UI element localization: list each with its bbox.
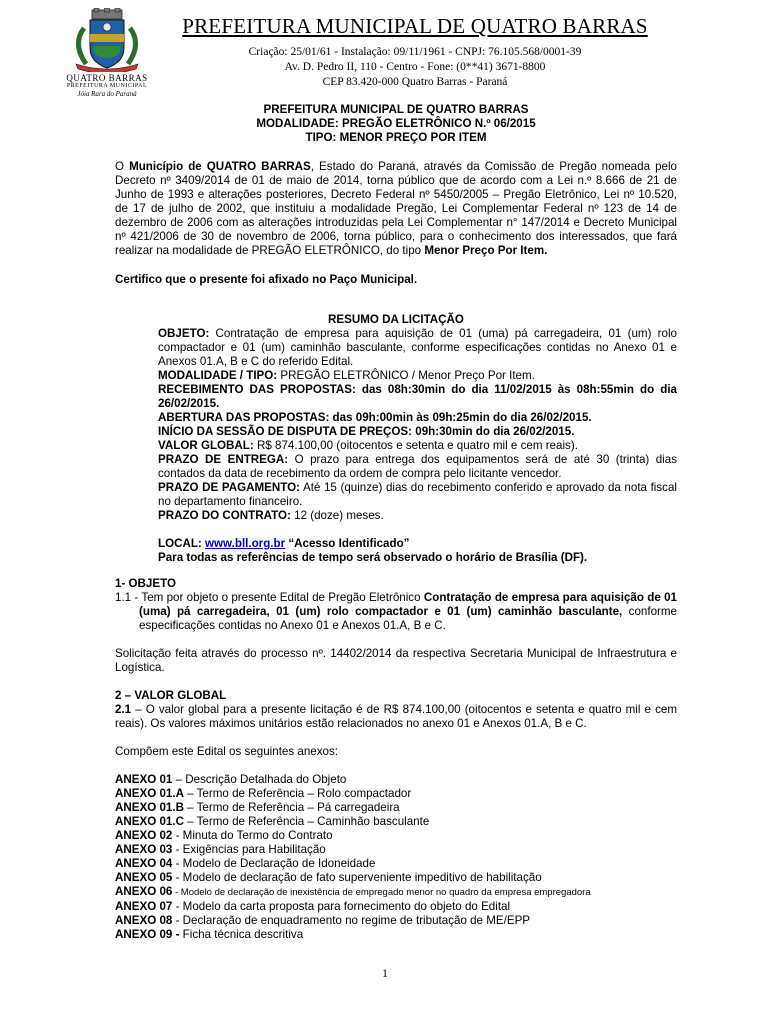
section-valor-global-paragraph: 2.1 – O valor global para a presente licitação é de R$ 874.100,00 (oitocentos e setenta e quatro mil e cem reais). Os valores máximos unitários estão relacionados no anexo 01 e Anexos 01.A, B e C. [115, 703, 677, 730]
list-item: ANEXO 05 - Modelo de declaração de fato superveniente impeditivo de habilitação [115, 871, 542, 884]
resumo-objeto: OBJETO: Contratação de empresa para aquisição de 01 (uma) pá carregadeira, 01 (um) rolo compactador e 01 (um) caminhão basculante, conforme especificações contidas no Anexo 01 e Anexos 01.A, B e C do referido Edital. [158, 327, 677, 368]
resumo-prazo-entrega: PRAZO DE ENTREGA: O prazo para entrega dos equipamentos será de até 30 (trinta) dias contados da data de recebimento da ordem de compra pelo licitante vencedor. [158, 453, 678, 480]
intro-text-start: O [115, 160, 130, 173]
solicitacao-paragraph: Solicitação feita através do processo nº. 14402/2014 da respectiva Secretaria Municipal de Infraestrutura e Logística. [115, 647, 677, 674]
resumo-inicio-disputa: INÍCIO DA SESSÃO DE DISPUTA DE PREÇOS: 09h:30min do dia 26/02/2015. [158, 425, 575, 438]
list-item: ANEXO 07 - Modelo da carta proposta para fornecimento do objeto do Edital [115, 900, 511, 913]
notice-title-prefeitura: PREFEITURA MUNICIPAL DE QUATRO BARRAS [263, 103, 529, 116]
letterhead-line-cep: CEP 83.420-000 Quatro Barras - Paraná [322, 76, 508, 88]
resumo-modalidade: MODALIDADE / TIPO: PREGÃO ELETRÔNICO / Menor Preço Por Item. [158, 369, 535, 382]
letterhead-line-address: Av. D. Pedro II, 110 - Centro - Fone: (0**41) 3671-8800 [284, 61, 546, 73]
list-item: ANEXO 01.A – Termo de Referência – Rolo compactador [115, 787, 412, 800]
bll-link[interactable]: www.bll.org.br [205, 537, 286, 550]
list-item: ANEXO 09 - Ficha técnica descritiva [115, 928, 304, 941]
municipal-crest [62, 8, 152, 100]
resumo-brasilia-note: Para todas as referências de tempo será observado o horário de Brasília (DF). [158, 551, 588, 564]
letterhead-title: PREFEITURA MUNICIPAL DE QUATRO BARRAS [182, 14, 648, 38]
intro-tipo: Menor Preço Por Item. [424, 244, 548, 257]
letterhead-line-creation: Criação: 25/01/61 - Instalação: 09/11/1961 - CNPJ: 76.105.568/0001-39 [248, 46, 582, 58]
section-valor-global-heading: 2 – VALOR GLOBAL [115, 689, 227, 702]
resumo-heading: RESUMO DA LICITAÇÃO [328, 313, 464, 326]
list-item: ANEXO 04 - Modelo de Declaração de Idoneidade [115, 857, 376, 870]
resumo-section [158, 327, 677, 565]
resumo-local: LOCAL: www.bll.org.br “Acesso Identificado” [158, 537, 410, 550]
anexos-intro: Compõem este Edital os seguintes anexos: [115, 745, 338, 758]
resumo-abertura: ABERTURA DAS PROPOSTAS: das 09h:00min às 09h:25min do dia 26/02/2015. [158, 411, 592, 424]
anexos-list [115, 773, 677, 942]
crest-name: QUATRO BARRAS [66, 73, 148, 83]
list-item: ANEXO 02 - Minuta do Termo do Contrato [115, 829, 333, 842]
intro-municipio: Município de QUATRO BARRAS [129, 160, 311, 173]
notice-title-modalidade: MODALIDADE: PREGÃO ELETRÔNICO N.º 06/2015 [256, 117, 536, 130]
list-item: ANEXO 01.C – Termo de Referência – Caminhão basculante [115, 815, 430, 828]
list-item: ANEXO 06 - Modelo de declaração de inexistência de empregado menor no quadro da empresa empregadora [115, 885, 591, 898]
crest-motto: Jóia Rara do Paraná [77, 90, 137, 98]
notice-titles [115, 103, 677, 145]
list-item: ANEXO 03 - Exigências para Habilitação [115, 843, 326, 856]
resumo-valor-global: VALOR GLOBAL: R$ 874.100,00 (oitocentos e setenta e quatro mil e cem reais). [158, 439, 578, 452]
certification-text: Certifico que o presente foi afixado no Paço Municipal. [115, 273, 418, 286]
list-item: ANEXO 01 – Descrição Detalhada do Objeto [115, 773, 347, 786]
list-item: ANEXO 08 - Declaração de enquadramento no regime de tributação de ME/EPP [115, 914, 531, 927]
section-objeto-heading: 1- OBJETO [115, 577, 176, 590]
resumo-prazo-pagamento: PRAZO DE PAGAMENTO: Até 15 (quinze) dias do recebimento conferido e aprovado da nota fiscal no departamento financeiro. [158, 481, 678, 508]
intro-text-body: , Estado do Paraná, através da Comissão de Pregão nomeada pelo Decreto nº 3409/2014 de 01 de maio de 2014, torna público que de acordo com a Lei n.º 8.666 de 21 de Junho de 1993 e alterações posteriores, Decreto Federal nº 5450/2005 – Pregão Eletrônico, Lei nº 10.520, de 17 de julho de 2002, que instituiu a modalidade Pregão, Lei Complementar Federal nº 123 de 14 de dezembro de 2006 com as alterações introduzidas pela Lei Complementar n° 147/2014 e Decreto Municipal nº 421/2006 de 30 de novembro de 2006, torna público, para o conhecimento dos interessados, que fará realizar na modalidade de PREGÃO ELETRÔNICO, do tipo [115, 160, 677, 257]
coat-of-arms-icon [62, 8, 152, 72]
crest-subtitle: PREFEITURA MUNICIPAL [66, 83, 148, 89]
list-item: ANEXO 01.B – Termo de Referência – Pá carregadeira [115, 801, 400, 814]
notice-title-tipo: TIPO: MENOR PREÇO POR ITEM [305, 131, 487, 144]
resumo-prazo-contrato: PRAZO DO CONTRATO: 12 (doze) meses. [158, 509, 384, 522]
section-objeto-paragraph: 1.1 - Tem por objeto o presente Edital de Pregão Eletrônico Contratação de empresa para aquisição de 01 (uma) pá carregadeira, 01 (um) rolo compactador e 01 (um) caminhão basculante, conforme especificações contidas no Anexo 01 e Anexos 01.A, B e C. [115, 591, 677, 632]
page-number: 1 [382, 966, 388, 980]
resumo-recebimento: RECEBIMENTO DAS PROPOSTAS: das 08h:30min do dia 11/02/2015 às 08h:55min do dia 26/02/2015. [158, 383, 677, 410]
intro-paragraph [115, 160, 677, 258]
